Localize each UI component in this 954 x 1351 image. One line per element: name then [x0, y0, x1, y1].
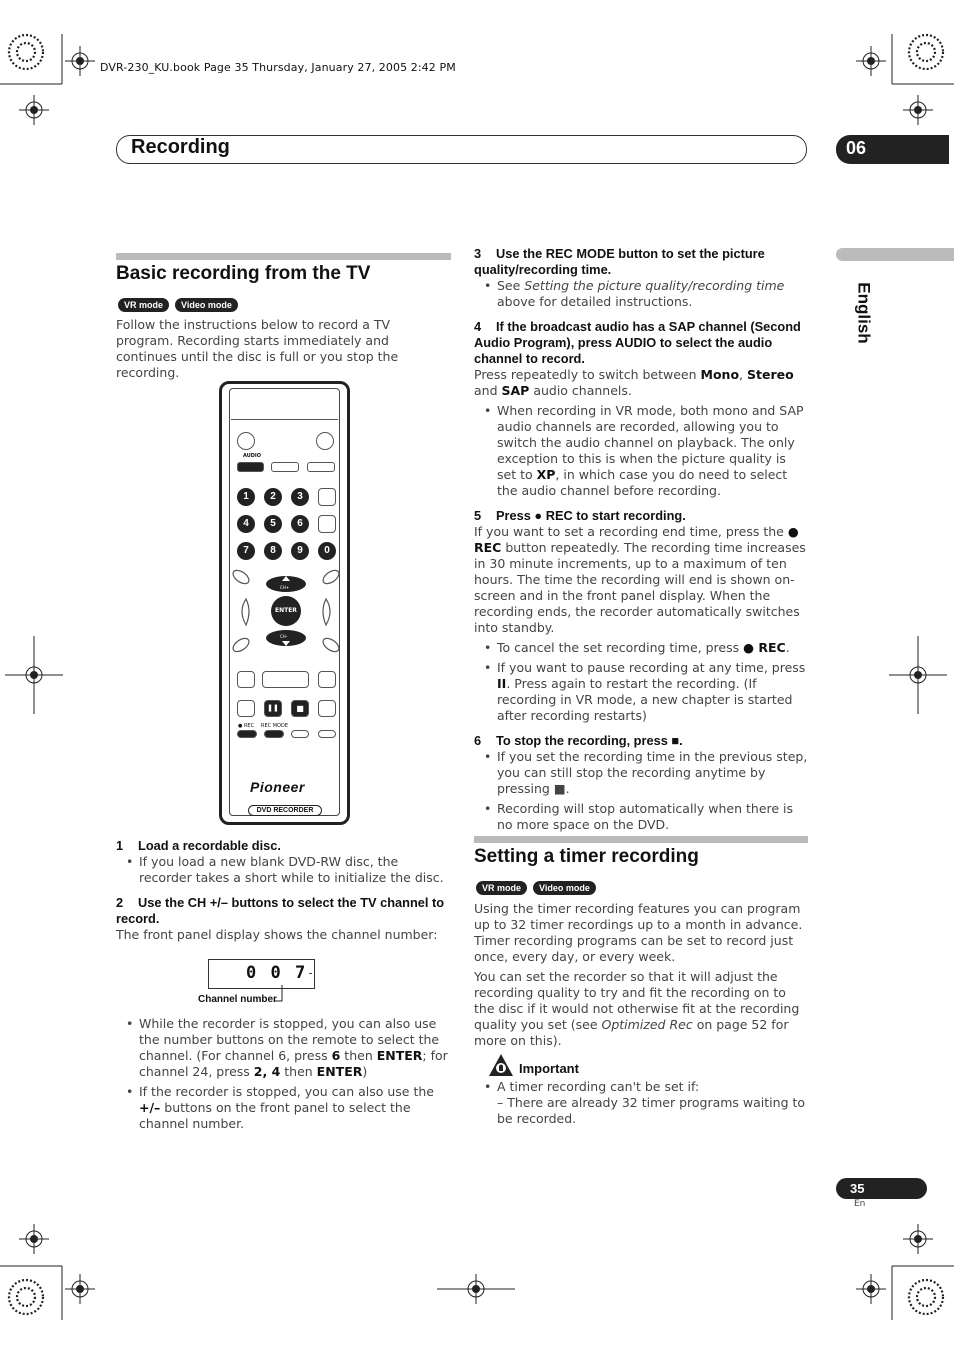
page-number: 35	[850, 1181, 865, 1196]
step-title: To stop the recording, press ■.	[496, 733, 683, 748]
remote-round-button	[316, 432, 334, 450]
vr-mode-badge: VR mode	[476, 881, 527, 895]
number-button-4: 4	[237, 515, 255, 533]
rec-button	[237, 730, 257, 738]
page-title: Recording	[131, 136, 230, 158]
step-number: 3	[474, 246, 482, 261]
list-item: • To cancel the set recording time, press ● REC.	[474, 640, 808, 656]
section-heading: Setting a timer recording	[474, 846, 699, 867]
number-button-6: 6	[291, 515, 309, 533]
channel-number-label: Channel number	[198, 994, 277, 1005]
remote-button	[291, 730, 309, 738]
section-divider	[116, 253, 451, 260]
list-item: • When recording in VR mode, both mono and SAP audio channels are recorded, allowing you to switch the audio channel on playback. The only exception to this is when the picture quality is set to XP, in which case you do need to select the audio channel before recording.	[474, 403, 808, 499]
timer-body	[474, 901, 808, 1049]
remote-button	[237, 671, 255, 688]
list-item: • While the recorder is stopped, you can also use the number buttons on the remote to select the channel. (For channel 6, press 6 then ENTER; for channel 24, press 2, 4 then ENTER)	[116, 1016, 450, 1080]
rec-mode-label: REC MODE	[261, 723, 288, 729]
remote-button	[307, 462, 335, 472]
language-tab-label: English	[854, 282, 874, 344]
step-number: 1	[116, 838, 124, 853]
paragraph: You can set the recorder so that it will adjust the recording quality to try and fit the recording on to the disc if it would not otherwise fit at the recording quality you set (see Optimized Rec on page 52 for more on this).	[474, 969, 800, 1048]
right-column	[474, 246, 808, 833]
remote-button	[318, 730, 336, 738]
section-heading: Basic recording from the TV	[116, 263, 371, 284]
section-divider	[474, 836, 808, 843]
step-title: Press ● REC to start recording.	[496, 508, 686, 523]
remote-button	[271, 462, 299, 472]
step-title: Use the REC MODE button to set the picture quality/recording time.	[474, 246, 765, 277]
video-mode-badge: Video mode	[533, 881, 596, 895]
ch-down-label: CH–	[280, 634, 288, 639]
step-number: 5	[474, 508, 482, 523]
number-button-2: 2	[264, 488, 282, 506]
video-mode-badge: Video mode	[175, 298, 238, 312]
number-button-9: 9	[291, 542, 309, 560]
remote-button	[318, 488, 336, 506]
pioneer-logo: Pioneer	[250, 779, 305, 795]
step-6	[474, 733, 808, 833]
number-button-0: 0	[318, 542, 336, 560]
list-item: • See Setting the picture quality/recording time above for detailed instructions.	[474, 278, 808, 310]
intro-text: Follow the instructions below to record a TV program. Recording starts immediately and continues until the disc is full or you stop the recording.	[116, 317, 399, 380]
list-item: • Recording will stop automatically when there is no more space on the DVD.	[474, 801, 808, 833]
list-item: • If you load a new blank DVD-RW disc, the recorder takes a short while to initialize the disc.	[116, 854, 450, 886]
number-button-1: 1	[237, 488, 255, 506]
step-body: The front panel display shows the channel number:	[116, 927, 438, 942]
audio-label: AUDIO	[243, 453, 262, 459]
left-bullets	[116, 1012, 450, 1132]
chapter-number: 06	[846, 138, 867, 158]
remote-round-button	[237, 432, 255, 450]
channel-readout: 0 0 7-	[246, 963, 316, 983]
remote-button	[237, 700, 255, 717]
step-title: If the broadcast audio has a SAP channel (Second Audio Program), press AUDIO to select the audio channel to record.	[474, 319, 801, 366]
list-item: • If you set the recording time in the previous step, you can still stop the recording anytime by pressing ■.	[474, 749, 808, 797]
number-button-8: 8	[264, 542, 282, 560]
list-item: • If you want to pause recording at any time, press II. Press again to restart the recording. (If recording in VR mode, a new chapter is started after recording restarts)	[474, 660, 808, 724]
number-button-7: 7	[237, 542, 255, 560]
paragraph: Using the timer recording features you can program up to 32 timer recordings up to a month in advance. Timer recording programs can be set to record just once, every day, or every week.	[474, 901, 803, 964]
enter-label: ENTER	[275, 607, 297, 614]
step-5	[474, 508, 808, 724]
mode-badges	[476, 876, 602, 895]
remote-button	[318, 515, 336, 533]
remote-button	[262, 671, 309, 688]
ch-up-label: CH+	[280, 585, 290, 590]
rec-mode-button	[264, 730, 284, 738]
step-2	[116, 895, 450, 943]
stop-button: ■	[291, 700, 309, 717]
step-title: Use the CH +/– buttons to select the TV channel to record.	[116, 895, 445, 926]
pause-button: ❚❚	[264, 700, 282, 717]
audio-button	[237, 462, 264, 472]
remote-display-window	[231, 390, 338, 420]
step-4	[474, 319, 808, 499]
step-1	[116, 838, 450, 886]
important-list	[474, 1079, 808, 1127]
step-number: 6	[474, 733, 482, 748]
page-language: En	[854, 1199, 866, 1209]
rec-label: ● REC	[238, 723, 255, 729]
print-header: DVR-230_KU.book Page 35 Thursday, January 27, 2005 2:42 PM	[100, 61, 456, 74]
step-body: If you want to set a recording end time, press the ● REC button repeatedly. The recording time increases in 30 minute increments, up to a maximum of ten hours. The time the recording will end is shown on-screen and in the front panel display. When the recording ends, the recorder automatically switches into standby.	[474, 524, 806, 635]
dvd-recorder-label: DVD RECORDER	[248, 805, 322, 816]
number-button-3: 3	[291, 488, 309, 506]
remote-control-illustration	[219, 381, 350, 825]
remote-button	[318, 671, 336, 688]
important-heading: Important	[519, 1061, 579, 1076]
vr-mode-badge: VR mode	[118, 298, 169, 312]
mode-badges	[118, 293, 244, 312]
step-number: 2	[116, 895, 124, 910]
step-body: Press repeatedly to switch between Mono, Stereo and SAP audio channels.	[474, 367, 794, 398]
remote-button	[318, 700, 336, 717]
remote-face	[229, 388, 340, 816]
warning-icon	[488, 1053, 514, 1077]
list-item: • If the recorder is stopped, you can also use the +/– buttons on the front panel to select the channel number.	[116, 1084, 450, 1132]
list-item: • A timer recording can't be set if: – There are already 32 timer programs waiting to be recorded.	[474, 1079, 808, 1127]
step-3	[474, 246, 808, 310]
step-number: 4	[474, 319, 482, 334]
language-tab-bar	[836, 248, 954, 261]
step-title: Load a recordable disc.	[138, 838, 281, 853]
number-button-5: 5	[264, 515, 282, 533]
